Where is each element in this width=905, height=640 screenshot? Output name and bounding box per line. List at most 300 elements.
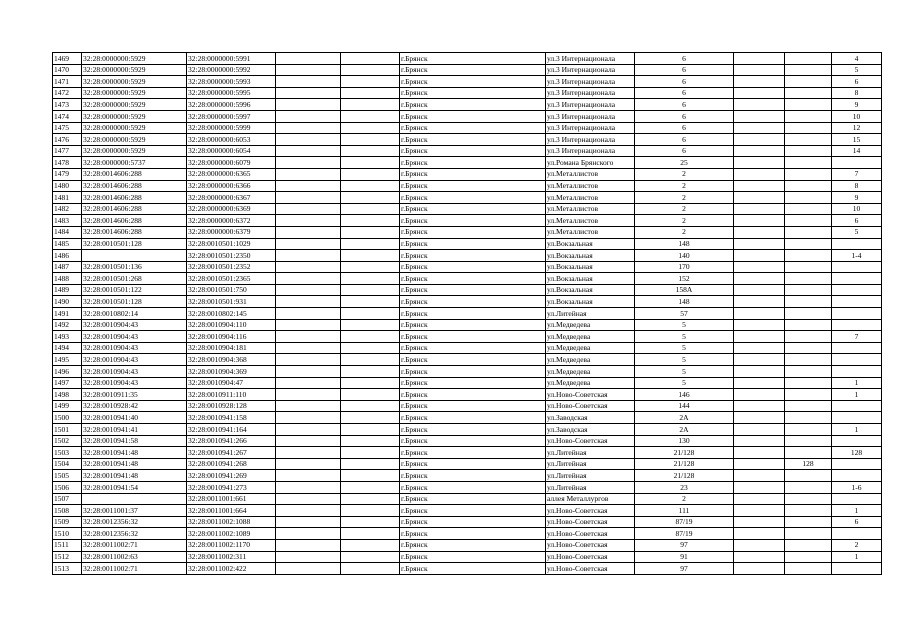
blank-cell xyxy=(734,296,785,308)
row-number: 1474 xyxy=(53,110,82,122)
apartment-number: 2 xyxy=(832,539,882,551)
city: г.Брянск xyxy=(400,134,546,146)
extra-value xyxy=(785,505,832,517)
city: г.Брянск xyxy=(400,412,546,424)
blank-cell xyxy=(341,331,400,343)
house-number: 87/19 xyxy=(635,516,734,528)
blank-cell xyxy=(341,157,400,169)
blank-cell xyxy=(734,157,785,169)
parent-cadastral-number: 32:28:0011002:71 xyxy=(82,563,187,575)
table-row xyxy=(53,226,882,238)
blank-cell xyxy=(276,250,341,262)
parent-cadastral-number: 32:28:0010904:43 xyxy=(82,331,187,343)
blank-cell xyxy=(276,377,341,389)
extra-value xyxy=(785,273,832,285)
blank-cell xyxy=(276,180,341,192)
row-number: 1480 xyxy=(53,180,82,192)
parent-cadastral-number: 32:28:0014606:288 xyxy=(82,168,187,180)
cadastral-number: 32:28:0010941:268 xyxy=(187,458,276,470)
street: ул.Металлистов xyxy=(546,168,635,180)
cadastral-number: 32:28:0011002:1088 xyxy=(187,516,276,528)
row-number: 1509 xyxy=(53,516,82,528)
row-number: 1471 xyxy=(53,76,82,88)
cadastral-number: 32:28:0011001:664 xyxy=(187,505,276,517)
cadastral-number: 32:28:0000000:5993 xyxy=(187,76,276,88)
apartment-number xyxy=(832,273,882,285)
house-number: 2 xyxy=(635,226,734,238)
cadastral-number: 32:28:0000000:6379 xyxy=(187,226,276,238)
city: г.Брянск xyxy=(400,122,546,134)
blank-cell xyxy=(341,458,400,470)
registry-table-body xyxy=(53,53,882,575)
blank-cell xyxy=(276,435,341,447)
apartment-number: 1 xyxy=(832,377,882,389)
table-row xyxy=(53,157,882,169)
extra-value xyxy=(785,516,832,528)
house-number: 2 xyxy=(635,192,734,204)
house-number: 148 xyxy=(635,238,734,250)
parent-cadastral-number: 32:28:0014606:288 xyxy=(82,226,187,238)
row-number: 1500 xyxy=(53,412,82,424)
blank-cell xyxy=(734,400,785,412)
cadastral-number: 32:28:0011001:661 xyxy=(187,493,276,505)
cadastral-number: 32:28:0010941:269 xyxy=(187,470,276,482)
apartment-number xyxy=(832,528,882,540)
cadastral-number: 32:28:0010904:181 xyxy=(187,342,276,354)
blank-cell xyxy=(341,493,400,505)
extra-value xyxy=(785,493,832,505)
street: ул.Ново-Советская xyxy=(546,389,635,401)
blank-cell xyxy=(734,53,785,65)
apartment-number xyxy=(832,157,882,169)
house-number: 23 xyxy=(635,481,734,493)
parent-cadastral-number: 32:28:0010501:136 xyxy=(82,261,187,273)
street: ул.3 Интернационала xyxy=(546,122,635,134)
apartment-number: 12 xyxy=(832,122,882,134)
house-number: 146 xyxy=(635,389,734,401)
blank-cell xyxy=(734,331,785,343)
table-row xyxy=(53,319,882,331)
blank-cell xyxy=(276,539,341,551)
table-row xyxy=(53,435,882,447)
cadastral-number: 32:28:0010904:116 xyxy=(187,331,276,343)
parent-cadastral-number: 32:28:0010501:268 xyxy=(82,273,187,285)
blank-cell xyxy=(341,203,400,215)
parent-cadastral-number: 32:28:0010501:128 xyxy=(82,238,187,250)
cadastral-number: 32:28:0010904:369 xyxy=(187,366,276,378)
street: ул.Металлистов xyxy=(546,203,635,215)
blank-cell xyxy=(734,226,785,238)
street: ул.Металлистов xyxy=(546,180,635,192)
extra-value xyxy=(785,238,832,250)
row-number: 1499 xyxy=(53,400,82,412)
blank-cell xyxy=(734,342,785,354)
blank-cell xyxy=(341,447,400,459)
table-row xyxy=(53,539,882,551)
cadastral-number: 32:28:0010941:158 xyxy=(187,412,276,424)
house-number: 6 xyxy=(635,134,734,146)
street: ул.Медведева xyxy=(546,354,635,366)
table-row xyxy=(53,203,882,215)
parent-cadastral-number: 32:28:0012356:32 xyxy=(82,516,187,528)
parent-cadastral-number: 32:28:0010928:42 xyxy=(82,400,187,412)
blank-cell xyxy=(276,447,341,459)
row-number: 1511 xyxy=(53,539,82,551)
house-number: 2А xyxy=(635,412,734,424)
cadastral-number: 32:28:0000000:5999 xyxy=(187,122,276,134)
table-row xyxy=(53,180,882,192)
city: г.Брянск xyxy=(400,157,546,169)
blank-cell xyxy=(341,110,400,122)
blank-cell xyxy=(276,122,341,134)
city: г.Брянск xyxy=(400,168,546,180)
blank-cell xyxy=(276,354,341,366)
city: г.Брянск xyxy=(400,192,546,204)
parent-cadastral-number: 32:28:0010941:48 xyxy=(82,470,187,482)
parent-cadastral-number: 32:28:0010904:43 xyxy=(82,342,187,354)
blank-cell xyxy=(734,99,785,111)
blank-cell xyxy=(734,528,785,540)
blank-cell xyxy=(341,250,400,262)
table-row xyxy=(53,76,882,88)
extra-value xyxy=(785,261,832,273)
blank-cell xyxy=(341,192,400,204)
table-row xyxy=(53,250,882,262)
blank-cell xyxy=(276,168,341,180)
cadastral-number: 32:28:0010501:2350 xyxy=(187,250,276,262)
blank-cell xyxy=(276,134,341,146)
apartment-number: 1 xyxy=(832,424,882,436)
table-row xyxy=(53,458,882,470)
street: ул.Вокзальная xyxy=(546,250,635,262)
house-number: 57 xyxy=(635,308,734,320)
table-row xyxy=(53,424,882,436)
blank-cell xyxy=(734,447,785,459)
city: г.Брянск xyxy=(400,76,546,88)
city: г.Брянск xyxy=(400,342,546,354)
street: ул.Литейная xyxy=(546,447,635,459)
city: г.Брянск xyxy=(400,99,546,111)
street: ул.Медведева xyxy=(546,366,635,378)
blank-cell xyxy=(276,551,341,563)
row-number: 1478 xyxy=(53,157,82,169)
blank-cell xyxy=(341,180,400,192)
blank-cell xyxy=(734,551,785,563)
blank-cell xyxy=(341,366,400,378)
cadastral-number: 32:28:0010501:931 xyxy=(187,296,276,308)
cadastral-number: 32:28:0000000:6053 xyxy=(187,134,276,146)
apartment-number: 5 xyxy=(832,64,882,76)
blank-cell xyxy=(276,215,341,227)
house-number: 148 xyxy=(635,296,734,308)
city: г.Брянск xyxy=(400,505,546,517)
cadastral-number: 32:28:0000000:6054 xyxy=(187,145,276,157)
table-row xyxy=(53,296,882,308)
blank-cell xyxy=(276,192,341,204)
street: ул.3 Интернационала xyxy=(546,53,635,65)
apartment-number: 10 xyxy=(832,203,882,215)
street: ул.Медведева xyxy=(546,331,635,343)
parent-cadastral-number: 32:28:0010904:43 xyxy=(82,377,187,389)
city: г.Брянск xyxy=(400,87,546,99)
blank-cell xyxy=(276,319,341,331)
parent-cadastral-number: 32:28:0014606:288 xyxy=(82,203,187,215)
blank-cell xyxy=(341,134,400,146)
blank-cell xyxy=(734,250,785,262)
blank-cell xyxy=(341,284,400,296)
table-row xyxy=(53,134,882,146)
parent-cadastral-number: 32:28:0011002:71 xyxy=(82,539,187,551)
street: ул.Литейная xyxy=(546,308,635,320)
city: г.Брянск xyxy=(400,319,546,331)
cadastral-number: 32:28:0010904:110 xyxy=(187,319,276,331)
city: г.Брянск xyxy=(400,458,546,470)
apartment-number xyxy=(832,435,882,447)
table-row xyxy=(53,284,882,296)
blank-cell xyxy=(734,203,785,215)
house-number: 2 xyxy=(635,215,734,227)
blank-cell xyxy=(734,470,785,482)
house-number: 111 xyxy=(635,505,734,517)
table-row xyxy=(53,122,882,134)
row-number: 1482 xyxy=(53,203,82,215)
table-row xyxy=(53,470,882,482)
house-number: 5 xyxy=(635,366,734,378)
cadastral-number: 32:28:0010941:164 xyxy=(187,424,276,436)
row-number: 1493 xyxy=(53,331,82,343)
house-number: 158А xyxy=(635,284,734,296)
blank-cell xyxy=(341,76,400,88)
street: ул.Заводская xyxy=(546,424,635,436)
table-row xyxy=(53,261,882,273)
cadastral-number: 32:28:0000000:5992 xyxy=(187,64,276,76)
blank-cell xyxy=(276,99,341,111)
apartment-number: 1-6 xyxy=(832,481,882,493)
city: г.Брянск xyxy=(400,470,546,482)
street: ул.Заводская xyxy=(546,412,635,424)
apartment-number: 6 xyxy=(832,76,882,88)
cadastral-number: 32:28:0000000:6367 xyxy=(187,192,276,204)
row-number: 1477 xyxy=(53,145,82,157)
row-number: 1487 xyxy=(53,261,82,273)
blank-cell xyxy=(276,400,341,412)
house-number: 6 xyxy=(635,122,734,134)
blank-cell xyxy=(734,516,785,528)
house-number: 6 xyxy=(635,64,734,76)
parent-cadastral-number: 32:28:0000000:5929 xyxy=(82,87,187,99)
parent-cadastral-number: 32:28:0010904:43 xyxy=(82,354,187,366)
city: г.Брянск xyxy=(400,400,546,412)
blank-cell xyxy=(341,296,400,308)
blank-cell xyxy=(276,64,341,76)
street: ул.Медведева xyxy=(546,342,635,354)
extra-value xyxy=(785,551,832,563)
table-row xyxy=(53,377,882,389)
parent-cadastral-number: 32:28:0000000:5929 xyxy=(82,53,187,65)
blank-cell xyxy=(341,87,400,99)
blank-cell xyxy=(341,53,400,65)
cadastral-number: 32:28:0011002:311 xyxy=(187,551,276,563)
cadastral-number: 32:28:0010501:2352 xyxy=(187,261,276,273)
apartment-number: 9 xyxy=(832,99,882,111)
city: г.Брянск xyxy=(400,424,546,436)
street: ул.3 Интернационала xyxy=(546,99,635,111)
blank-cell xyxy=(341,145,400,157)
city: г.Брянск xyxy=(400,53,546,65)
house-number: 6 xyxy=(635,99,734,111)
table-row xyxy=(53,342,882,354)
city: г.Брянск xyxy=(400,250,546,262)
blank-cell xyxy=(276,493,341,505)
table-row xyxy=(53,110,882,122)
house-number: 6 xyxy=(635,145,734,157)
blank-cell xyxy=(276,157,341,169)
blank-cell xyxy=(734,64,785,76)
house-number: 6 xyxy=(635,87,734,99)
blank-cell xyxy=(276,516,341,528)
blank-cell xyxy=(734,563,785,575)
apartment-number xyxy=(832,284,882,296)
house-number: 140 xyxy=(635,250,734,262)
table-row xyxy=(53,528,882,540)
city: г.Брянск xyxy=(400,563,546,575)
house-number: 5 xyxy=(635,319,734,331)
row-number: 1475 xyxy=(53,122,82,134)
row-number: 1489 xyxy=(53,284,82,296)
extra-value xyxy=(785,563,832,575)
cadastral-number: 32:28:0010904:368 xyxy=(187,354,276,366)
row-number: 1506 xyxy=(53,481,82,493)
extra-value xyxy=(785,377,832,389)
house-number: 6 xyxy=(635,110,734,122)
blank-cell xyxy=(341,389,400,401)
apartment-number: 10 xyxy=(832,110,882,122)
cadastral-number: 32:28:0010501:1029 xyxy=(187,238,276,250)
table-row xyxy=(53,99,882,111)
table-row xyxy=(53,516,882,528)
extra-value xyxy=(785,319,832,331)
parent-cadastral-number: 32:28:0000000:5929 xyxy=(82,122,187,134)
blank-cell xyxy=(276,342,341,354)
row-number: 1503 xyxy=(53,447,82,459)
apartment-number xyxy=(832,308,882,320)
blank-cell xyxy=(734,505,785,517)
blank-cell xyxy=(341,99,400,111)
city: г.Брянск xyxy=(400,273,546,285)
blank-cell xyxy=(734,412,785,424)
city: г.Брянск xyxy=(400,366,546,378)
parent-cadastral-number: 32:28:0010941:41 xyxy=(82,424,187,436)
cadastral-number: 32:28:0000000:6369 xyxy=(187,203,276,215)
row-number: 1479 xyxy=(53,168,82,180)
house-number: 2 xyxy=(635,493,734,505)
extra-value xyxy=(785,296,832,308)
city: г.Брянск xyxy=(400,203,546,215)
street: ул.Металлистов xyxy=(546,192,635,204)
city: г.Брянск xyxy=(400,551,546,563)
city: г.Брянск xyxy=(400,389,546,401)
house-number: 152 xyxy=(635,273,734,285)
table-row xyxy=(53,563,882,575)
apartment-number xyxy=(832,354,882,366)
city: г.Брянск xyxy=(400,539,546,551)
apartment-number: 14 xyxy=(832,145,882,157)
street: ул.Ново-Советская xyxy=(546,539,635,551)
city: г.Брянск xyxy=(400,308,546,320)
row-number: 1469 xyxy=(53,53,82,65)
blank-cell xyxy=(341,122,400,134)
extra-value xyxy=(785,168,832,180)
street: ул.Вокзальная xyxy=(546,261,635,273)
table-row xyxy=(53,400,882,412)
apartment-number: 4 xyxy=(832,53,882,65)
cadastral-number: 32:28:0000000:6372 xyxy=(187,215,276,227)
apartment-number: 1 xyxy=(832,551,882,563)
extra-value xyxy=(785,122,832,134)
parent-cadastral-number: 32:28:0011002:63 xyxy=(82,551,187,563)
row-number: 1510 xyxy=(53,528,82,540)
blank-cell xyxy=(734,134,785,146)
table-row xyxy=(53,273,882,285)
blank-cell xyxy=(734,168,785,180)
city: г.Брянск xyxy=(400,261,546,273)
street: ул.Романа Брянского xyxy=(546,157,635,169)
apartment-number xyxy=(832,319,882,331)
extra-value xyxy=(785,366,832,378)
parent-cadastral-number: 32:28:0014606:288 xyxy=(82,215,187,227)
city: г.Брянск xyxy=(400,64,546,76)
city: г.Брянск xyxy=(400,180,546,192)
house-number: 5 xyxy=(635,377,734,389)
apartment-number: 128 xyxy=(832,447,882,459)
apartment-number xyxy=(832,400,882,412)
parent-cadastral-number: 32:28:0010802:14 xyxy=(82,308,187,320)
extra-value xyxy=(785,99,832,111)
house-number: 2 xyxy=(635,180,734,192)
street: ул.Вокзальная xyxy=(546,296,635,308)
table-row xyxy=(53,53,882,65)
street: ул.Ново-Советская xyxy=(546,435,635,447)
street: ул.Ново-Советская xyxy=(546,516,635,528)
parent-cadastral-number: 32:28:0010501:128 xyxy=(82,296,187,308)
cadastral-number: 32:28:0010941:266 xyxy=(187,435,276,447)
blank-cell xyxy=(341,354,400,366)
cadastral-number: 32:28:0010501:750 xyxy=(187,284,276,296)
blank-cell xyxy=(341,168,400,180)
extra-value xyxy=(785,354,832,366)
row-number: 1484 xyxy=(53,226,82,238)
parent-cadastral-number: 32:28:0014606:288 xyxy=(82,180,187,192)
blank-cell xyxy=(341,481,400,493)
parent-cadastral-number: 32:28:0010911:35 xyxy=(82,389,187,401)
parent-cadastral-number: 32:28:0010501:122 xyxy=(82,284,187,296)
parent-cadastral-number: 32:28:0010941:48 xyxy=(82,447,187,459)
blank-cell xyxy=(734,458,785,470)
row-number: 1505 xyxy=(53,470,82,482)
extra-value xyxy=(785,342,832,354)
blank-cell xyxy=(276,145,341,157)
cadastral-number: 32:28:0010802:145 xyxy=(187,308,276,320)
house-number: 5 xyxy=(635,354,734,366)
row-number: 1508 xyxy=(53,505,82,517)
cadastral-number: 32:28:0000000:5997 xyxy=(187,110,276,122)
house-number: 97 xyxy=(635,563,734,575)
parent-cadastral-number: 32:28:0010904:43 xyxy=(82,366,187,378)
blank-cell xyxy=(276,110,341,122)
apartment-number xyxy=(832,563,882,575)
blank-cell xyxy=(734,273,785,285)
blank-cell xyxy=(341,563,400,575)
